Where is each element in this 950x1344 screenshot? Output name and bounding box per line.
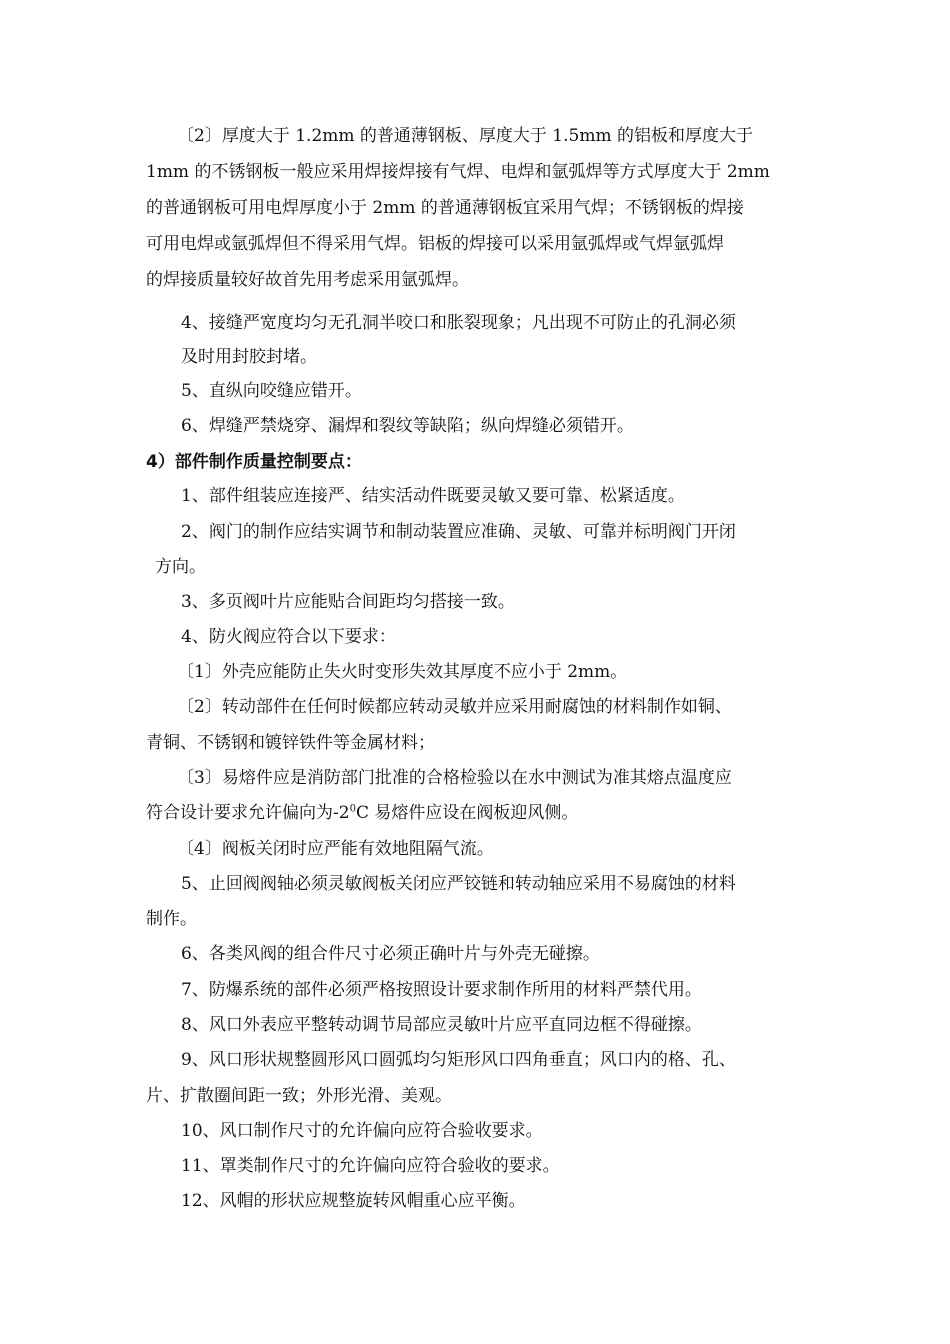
paragraph-line: 2、阀门的制作应结实调节和制动装置应准确、灵敏、可靠并标明阀门开闭 (181, 522, 736, 542)
paragraph-line: 片、扩散圈间距一致；外形光滑、美观。 (146, 1086, 452, 1106)
paragraph-line: 可用电焊或氩弧焊但不得采用气焊。铝板的焊接可以采用氩弧焊或气焊氩弧焊 (146, 234, 724, 254)
paragraph-line: 制作。 (146, 909, 197, 929)
paragraph-line: 11、罩类制作尺寸的允许偏向应符合验收的要求。 (181, 1156, 560, 1176)
paragraph-line: 6、各类风阀的组合件尺寸必须正确叶片与外壳无碰擦。 (181, 944, 600, 964)
paragraph-line: 的普通钢板可用电焊厚度小于 2mm 的普通薄钢板宜采用气焊；不锈钢板的焊接 (146, 198, 744, 218)
paragraph-line: 〔4〕阀板关闭时应严能有效地阻隔气流。 (177, 839, 494, 859)
superscript-zero: 0 (349, 803, 356, 815)
paragraph-line (146, 801, 578, 825)
paragraph-line: 及时用封胶封堵。 (181, 347, 317, 367)
paragraph-line: 〔2〕转动部件在任何时候都应转动灵敏并应采用耐腐蚀的材料制作如铜、 (177, 697, 732, 717)
text-segment: 符合设计要求允许偏向为-2 (146, 803, 350, 823)
paragraph-line: 7、防爆系统的部件必须严格按照设计要求制作所用的材料严禁代用。 (181, 980, 702, 1000)
paragraph-line: 9、风口形状规整圆形风口圆弧均匀矩形风口四角垂直；风口内的格、孔、 (181, 1050, 736, 1070)
paragraph-line: 1、部件组装应连接严、结实活动件既要灵敏又要可靠、松紧适度。 (181, 486, 685, 506)
paragraph-line: 10、风口制作尺寸的允许偏向应符合验收要求。 (181, 1121, 543, 1141)
paragraph-line: 12、风帽的形状应规整旋转风帽重心应平衡。 (181, 1191, 526, 1211)
paragraph-line: 〔1〕外壳应能防止失火时变形失效其厚度不应小于 2mm。 (177, 662, 628, 682)
paragraph-line: 4、防火阀应符合以下要求： (181, 627, 396, 647)
paragraph-line: 1mm 的不锈钢板一般应采用焊接焊接有气焊、电焊和氩弧焊等方式厚度大于 2mm (146, 162, 770, 182)
text-segment: C 易熔件应设在阀板迎风侧。 (355, 803, 579, 823)
section-heading: 4）部件制作质量控制要点： (146, 452, 362, 472)
paragraph-line: 方向。 (155, 557, 206, 577)
paragraph-line: 〔2〕厚度大于 1.2mm 的普通薄钢板、厚度大于 1.5mm 的铝板和厚度大于 (177, 126, 753, 146)
paragraph-line: 3、多页阀叶片应能贴合间距均匀搭接一致。 (181, 592, 515, 612)
paragraph-line: 5、直纵向咬缝应错开。 (181, 381, 362, 401)
paragraph-line: 〔3〕易熔件应是消防部门批准的合格检验以在水中测试为准其熔点温度应 (177, 768, 732, 788)
paragraph-line: 6、焊缝严禁烧穿、漏焊和裂纹等缺陷；纵向焊缝必须错开。 (181, 416, 634, 436)
paragraph-line: 5、止回阀阀轴必须灵敏阀板关闭应严铰链和转动轴应采用不易腐蚀的材料 (181, 874, 736, 894)
paragraph-line: 4、接缝严宽度均匀无孔洞半咬口和胀裂现象；凡出现不可防止的孔洞必须 (181, 313, 736, 333)
paragraph-line: 的焊接质量较好故首先用考虑采用氩弧焊。 (146, 270, 469, 290)
paragraph-line: 8、风口外表应平整转动调节局部应灵敏叶片应平直同边框不得碰擦。 (181, 1015, 702, 1035)
paragraph-line: 青铜、不锈钢和镀锌铁件等金属材料； (146, 733, 435, 753)
